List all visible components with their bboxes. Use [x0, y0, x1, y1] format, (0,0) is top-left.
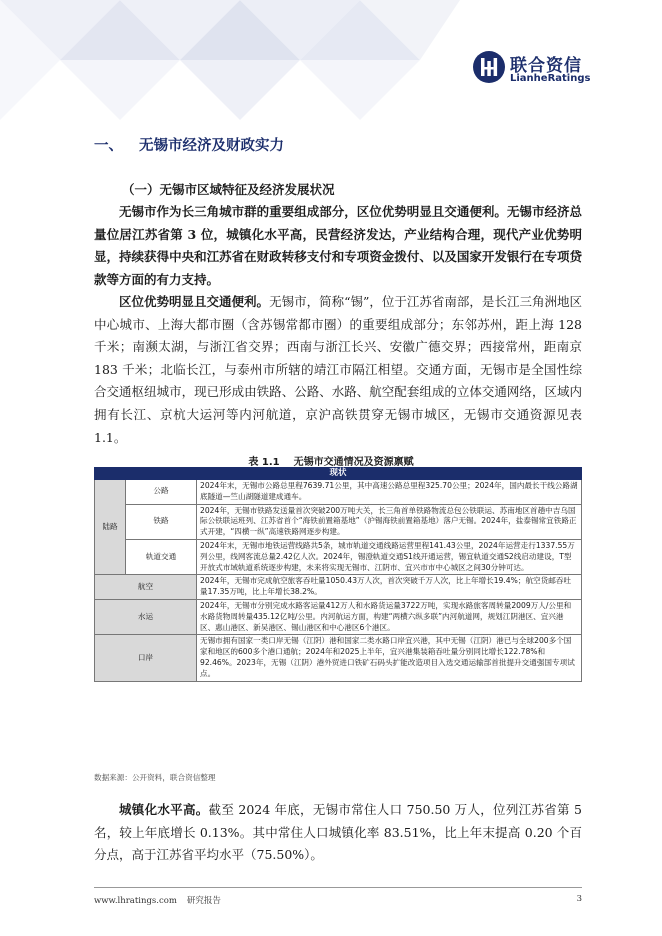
- section-title: 无锡市经济及财政实力: [139, 137, 284, 154]
- table-row: [95, 480, 582, 505]
- summary-paragraph: [94, 201, 582, 291]
- table-source: 数据来源：公开资料，联合资信整理: [94, 773, 216, 782]
- urbanization-lead: 城镇化水平高。: [119, 802, 209, 817]
- row-label-port: 口岸: [95, 635, 197, 681]
- urbanization-paragraph: [94, 799, 582, 867]
- table-caption-title: 无锡市交通情况及资源禀赋: [293, 457, 414, 468]
- page-number: 3: [576, 894, 582, 904]
- location-paragraph: [94, 291, 582, 449]
- location-body: 无锡市，简称“锡”，位于江苏省南部，是长江三角洲地区中心城市、上海大都市圈（含苏锡常都市圈）的重要组成部分；东邻苏州，距上海 128 千米；南濒太湖，与浙江省交界；西南与浙江长兴、安徽广德交界；西接常州，距南京 183 千米；北临长江，与泰州市所辖的靖江市隔江相望。交通方面，无锡市是全国性综合交通枢纽城市，现已形成由铁路、公路、水路、航空配套组成的立体交通网络，区域内拥有长江、京杭大运河等内河航道，京沪高铁贯穿无锡市城区，无锡市交通资源见表 1.1。: [94, 294, 582, 445]
- table-caption-number: 表 1.1: [248, 457, 280, 468]
- transport-table: [94, 467, 582, 682]
- urbanization-body: 截至 2024 年底，无锡市常住人口 750.50 万人，位列江苏省第 5 名，较上年底增长 0.13%。其中常住人口城镇化率 83.51%，比上年末提高 0.20 个百分点，高于江苏省平均水平（75.50%）。: [94, 802, 582, 863]
- table-row: [95, 504, 582, 539]
- row-label-road: 公路: [126, 480, 197, 505]
- table-row: [95, 539, 582, 574]
- logo-text-en: LianheRatings: [510, 73, 591, 84]
- category-land: 陆路: [95, 480, 126, 575]
- table-row: [95, 575, 582, 600]
- section-heading: [94, 134, 284, 155]
- summary-text: 无锡市作为长三角城市群的重要组成部分，区位优势明显且交通便利。无锡市经济总量位居江苏省第 3 位，城镇化水平高，民营经济发达，产业结构合理，现代产业优势明显，持续获得中央和江苏省在财政转移支付和专项资金拨付、以及国家开发银行在专项贷款等方面的有力支持。: [94, 204, 582, 287]
- company-logo: [472, 50, 592, 90]
- row-text-rail: 2024年，无锡市铁路发送量首次突破200万吨大关，长三角首单铁路物流总包公铁联运、苏南地区首趟中吉乌国际公铁联运班列、江苏省首个“海铁前置箱基地”（沪锡海铁前置箱基地）落户无锡。2024年，盐泰锡常宜铁路正式开建，“四横一纵”高速铁路网逐步构建。: [197, 504, 582, 539]
- row-label-air: 航空: [95, 575, 197, 600]
- table-caption: [0, 453, 662, 468]
- row-text-water: 2024年，无锡市分别完成水路客运量412万人和水路货运量3722万吨，实现水路旅客周转量2009万人/公里和水路货物周转量435.12亿吨/公里。内河航运方面，构建“两横六纵多联”内河航道网，规划江阴港区、宜兴港区、惠山港区、新吴港区、锡山港区和中心港区6个港区。: [197, 599, 582, 634]
- lianhe-logo-icon: [472, 50, 506, 84]
- header-decoration: [0, 0, 460, 120]
- footer-doc-type: 研究报告: [186, 896, 221, 906]
- row-label-metro: 轨道交通: [126, 539, 197, 574]
- table-header-row: [95, 468, 582, 480]
- footer-divider: [94, 887, 582, 888]
- logo-text-cn: 联合资信: [510, 56, 582, 76]
- row-label-rail: 铁路: [126, 504, 197, 539]
- subsection-heading: （一）无锡市区域特征及经济发展状况: [122, 182, 335, 197]
- table-row: [95, 635, 582, 681]
- row-text-port: 无锡市拥有国家一类口岸无锡（江阴）港和国家二类水路口岸宜兴港，其中无锡（江阴）港已与全球200多个国家和地区的600多个港口通航；2024年和2025上半年，宜兴港集装箱吞吐量分别同比增长122.78%和92.46%。2023年，无锡（江阴）港外贸进口铁矿石码头扩能改造项目入选交通运输部首批提升交通强国专项试点。: [197, 635, 582, 681]
- row-text-air: 2024年，无锡市完成航空旅客吞吐量1050.43万人次，首次突破千万人次，比上年增长19.4%；航空货邮吞吐量17.35万吨，比上年增长38.2%。: [197, 575, 582, 600]
- footer: [94, 894, 221, 906]
- section-number: 一、: [94, 137, 123, 154]
- row-label-water: 水运: [95, 599, 197, 634]
- table-row: [95, 599, 582, 634]
- location-lead: 区位优势明显且交通便利。: [119, 294, 270, 309]
- table-header: 现状: [95, 468, 582, 480]
- footer-website[interactable]: www.lhratings.com: [94, 896, 177, 906]
- row-text-metro: 2024年末，无锡市地铁运营线路共5条，城市轨道交通线路运营里程141.43公里，2024年运营走行1337.55万列公里，线网客流总量2.42亿人次。2024年，锡澄轨道交通S1线开通运营，锡宜轨道交通S2线启动建设，T型开放式市域轨道系统逐步构建，未来将实现无锡市、江阴市、宜兴市市中心城区之间30分钟可达。: [197, 539, 582, 574]
- row-text-road: 2024年末，无锡市公路总里程7639.71公里，其中高速公路总里程325.70公里；2024年，国内最长干线公路湖底隧道—竺山湖隧道建成通车。: [197, 480, 582, 505]
